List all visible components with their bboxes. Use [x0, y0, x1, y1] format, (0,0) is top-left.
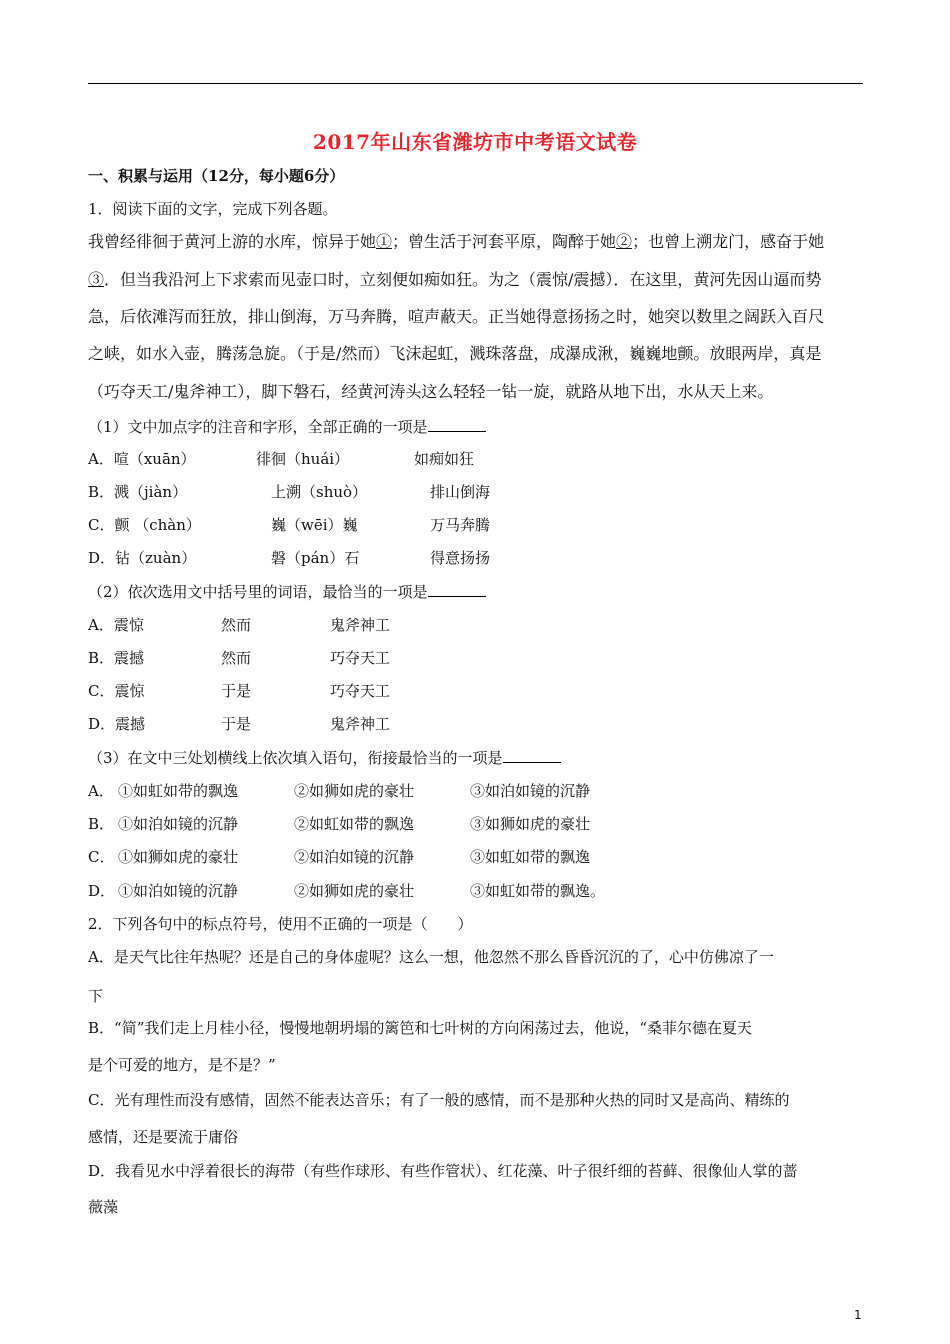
page-title: 2017年山东省潍坊市中考语文试卷 — [312, 130, 638, 154]
sub3-option: D． ①如泊如镜的沉静 ②如狮如虎的豪壮 ③如虹如带的飘逸。 — [88, 882, 606, 900]
blank-marker-2: ② — [616, 232, 633, 251]
passage-line-1: 我曾经徘徊于黄河上游的水库，惊异于她①；曾生活于河套平原，陶醉于她②；也曾上溯龙门，感奋于她 — [88, 232, 825, 251]
sub2-stem: （2）依次选用文中括号里的词语，最恰当的一项是 — [88, 581, 486, 602]
passage-line-3: 急，后依滩泻而狂放，排山倒海，万马奔腾，喧声蔽天。正当她得意扬扬之时，她突以数里之阔跃入百尺 — [88, 307, 825, 326]
sub3-option: B． ①如泊如镜的沉静 ②如虹如带的飘逸 ③如狮如虎的豪壮 — [88, 815, 591, 833]
q2-option-a: A．是天气比往年热呢？还是自己的身体虚呢？这么一想，他忽然不那么昏昏沉沉的了，心中仿佛凉了一 — [88, 948, 774, 966]
passage-line-4: 之峡，如水入壶，腾荡急旋。（于是/然而）飞沫起虹，溅珠落盘，成瀑成湫，巍巍地颤。放眼两岸，真是 — [88, 344, 822, 363]
sub1-option: B．溅（jiàn） 上溯（shuò） 排山倒海 — [88, 483, 491, 501]
answer-blank — [428, 417, 486, 432]
sub2-option: D．震撼 于是 鬼斧神工 — [88, 715, 391, 733]
q2-stem: 2．下列各句中的标点符号，使用不正确的一项是（ ） — [88, 915, 473, 933]
sub2-option: C．震惊 于是 巧夺天工 — [88, 682, 391, 700]
sub1-option: A．喧（xuān） 徘徊（huái） 如痴如狂 — [88, 450, 475, 468]
sub1-option: C．颤 （chàn） 巍（wēi）巍 万马奔腾 — [88, 516, 491, 534]
passage-line-5: （巧夺天工/鬼斧神工），脚下磐石，经黄河涛头这么轻轻一钻一旋，就路从地下出，水从天上来。 — [88, 382, 774, 401]
q2-option-c: C．光有理性而没有感情，固然不能表达音乐；有了一般的感情，而不是那种火热的同时又是高尚、精练的 — [88, 1091, 790, 1109]
blank-marker-3: ③ — [88, 270, 105, 289]
sub2-option: A．震惊 然而 鬼斧神工 — [88, 616, 391, 634]
sub3-option: C． ①如狮如虎的豪壮 ②如泊如镜的沉静 ③如虹如带的飘逸 — [88, 848, 591, 866]
passage-line-2: ③．但当我沿河上下求索而见壶口时，立刻便如痴如狂。为之（震惊/震撼）．在这里，黄河先因山逼而势 — [88, 270, 822, 289]
q2-option-d: D．我看见水中浮着很长的海带（有些作球形、有些作管状）、红花藻、叶子很纤细的苔藓、很像仙人掌的蔷 — [88, 1162, 798, 1180]
answer-blank — [503, 748, 561, 763]
header-rule — [88, 83, 863, 84]
q2-option-c-cont: 感情，还是要流于庸俗 — [88, 1128, 239, 1146]
q1-stem: 1．阅读下面的文字，完成下列各题。 — [88, 200, 338, 218]
q2-option-b-cont: 是个可爱的地方，是不是？” — [88, 1056, 276, 1074]
sub2-option: B．震撼 然而 巧夺天工 — [88, 649, 391, 667]
sub1-stem: （1）文中加点字的注音和字形，全部正确的一项是 — [88, 416, 486, 437]
sub3-stem: （3）在文中三处划横线上依次填入语句，衔接最恰当的一项是 — [88, 747, 561, 768]
q2-option-a-cont: 下 — [88, 987, 104, 1005]
q2-option-d-cont: 薇藻 — [88, 1198, 119, 1216]
answer-blank — [428, 582, 486, 597]
section-heading: 一、积累与运用（12分，每小题6分） — [88, 167, 345, 185]
page-number: 1 — [854, 1308, 862, 1322]
sub1-option: D．钻（zuàn） 磐（pán）石 得意扬扬 — [88, 549, 491, 567]
q2-option-b: B．“简”我们走上月桂小径，慢慢地朝坍塌的篱笆和七叶树的方向闲荡过去，他说，“桑菲尔德在夏天 — [88, 1019, 753, 1037]
sub3-option: A． ①如虹如带的飘逸 ②如狮如虎的豪壮 ③如泊如镜的沉静 — [88, 782, 591, 800]
blank-marker-1: ① — [376, 232, 393, 251]
